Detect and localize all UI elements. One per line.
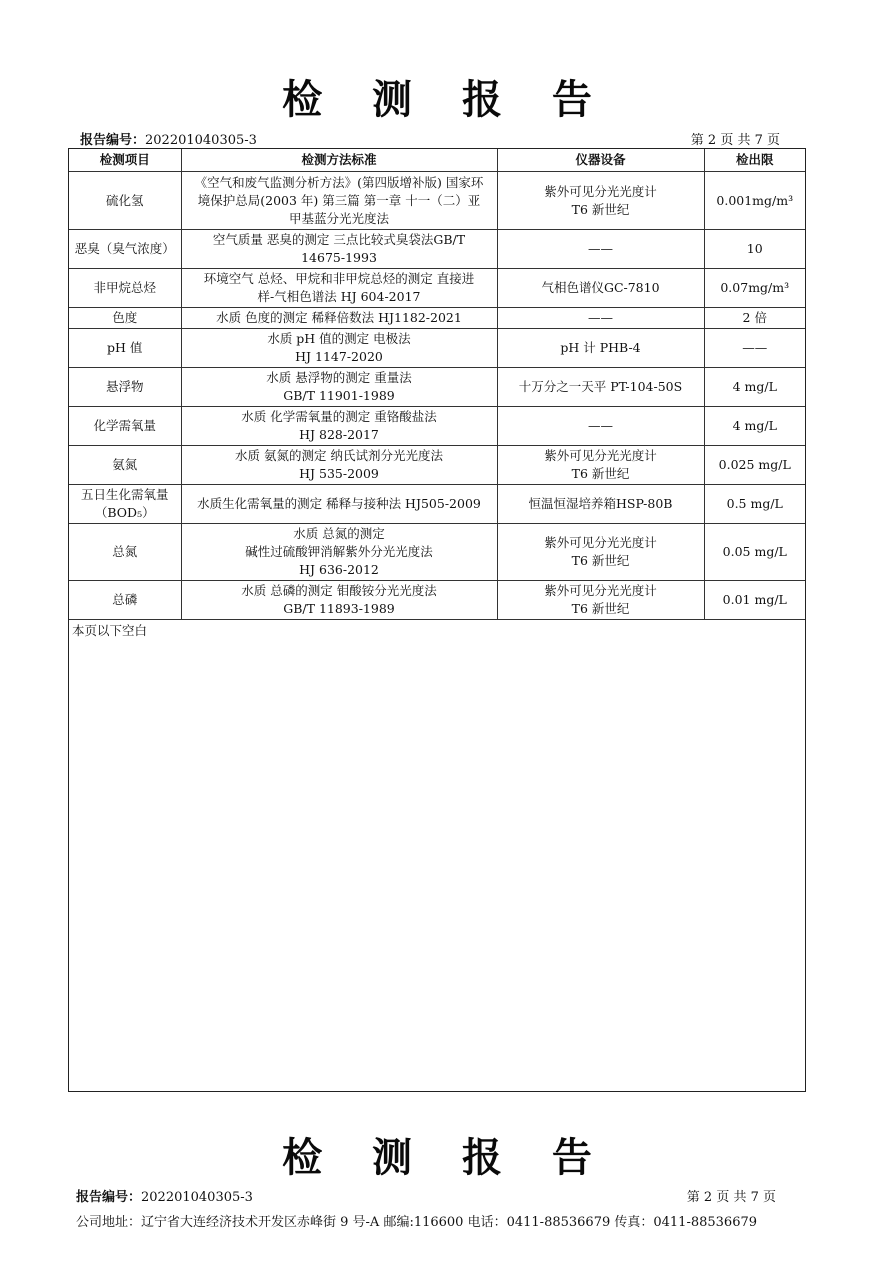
method-standard-line: 环境空气 总烃、甲烷和非甲烷总烃的测定 直接进	[203, 271, 475, 286]
method-standard-cell	[181, 308, 497, 329]
page-indicator: 第 2 页 共 7 页	[690, 133, 780, 148]
test-item-line: 氨氮	[112, 457, 138, 472]
table-row	[69, 407, 805, 446]
method-standard-line: 样-气相色谱法 HJ 604-2017	[257, 289, 421, 304]
method-standard-cell	[181, 407, 497, 446]
instrument-line: T6 新世纪	[571, 601, 630, 616]
column-header: 仪器设备	[497, 149, 704, 172]
test-item-line: 非甲烷总烃	[93, 280, 156, 295]
test-item-cell	[69, 485, 181, 524]
test-item-cell	[69, 368, 181, 407]
column-header: 检测项目	[69, 149, 181, 172]
test-item-line: 硫化氢	[105, 192, 144, 208]
method-standard-line: 碱性过硫酸钾消解紫外分光光度法	[245, 544, 433, 559]
instrument-line: 紫外可见分光光度计	[544, 583, 657, 598]
report-number-label: 报告编号：	[80, 133, 146, 148]
method-standard-cell	[181, 329, 497, 368]
instrument-line: 气相色谱仪GC-7810	[541, 280, 660, 295]
results-sheet	[68, 148, 806, 1092]
test-item-cell	[69, 524, 181, 581]
instrument-line: T6 新世纪	[571, 466, 630, 481]
method-standard-line: HJ 1147-2020	[295, 349, 383, 364]
method-standard-line: HJ 535-2009	[299, 466, 379, 481]
detection-limit-cell: 4 mg/L	[704, 368, 805, 407]
table-row	[69, 308, 805, 329]
method-standard-line: 水质生化需氧量的测定 稀释与接种法 HJ505-2009	[197, 496, 481, 511]
method-standard-line: HJ 828-2017	[299, 427, 379, 442]
table-row	[69, 581, 805, 620]
test-item-cell	[69, 329, 181, 368]
table-row	[69, 269, 805, 308]
column-header: 检出限	[704, 149, 805, 172]
test-item-cell	[69, 446, 181, 485]
method-standard-line: 水质 氨氮的测定 纳氏试剂分光光度法	[235, 448, 443, 463]
table-row	[69, 485, 805, 524]
instrument-cell	[497, 269, 704, 308]
test-item-line: 总磷	[112, 592, 138, 607]
instrument-cell	[497, 524, 704, 581]
instrument-cell	[497, 172, 704, 230]
method-standard-cell	[181, 581, 497, 620]
instrument-line: 紫外可见分光光度计	[544, 183, 657, 199]
instrument-cell	[497, 407, 704, 446]
test-item-cell	[69, 230, 181, 269]
test-item-line: （BOD₅）	[94, 505, 155, 520]
instrument-line: ——	[588, 418, 613, 433]
method-standard-cell	[181, 172, 497, 230]
instrument-cell	[497, 230, 704, 269]
instrument-line: T6 新世纪	[571, 201, 630, 217]
method-standard-line: GB/T 11893-1989	[283, 601, 395, 616]
detection-limit-cell: 2 倍	[704, 308, 805, 329]
instrument-cell	[497, 308, 704, 329]
detection-limit-cell: 10	[704, 230, 805, 269]
footer-report-number-label: 报告编号：	[76, 1190, 142, 1205]
instrument-line: 紫外可见分光光度计	[544, 535, 657, 550]
method-standard-cell	[181, 524, 497, 581]
method-standard-line: 14675-1993	[301, 250, 377, 265]
test-item-line: pH 值	[107, 340, 143, 355]
test-item-line: 恶臭（臭气浓度）	[74, 241, 175, 256]
test-item-line: 悬浮物	[105, 379, 144, 394]
instrument-cell	[497, 485, 704, 524]
test-item-line: 五日生化需氧量	[80, 487, 169, 502]
method-standard-line: 《空气和废气监测分析方法》(第四版增补版) 国家环	[194, 174, 484, 190]
instrument-line: 紫外可见分光光度计	[544, 448, 657, 463]
test-item-line: 总氮	[112, 544, 138, 559]
method-standard-line: 水质 悬浮物的测定 重量法	[266, 370, 412, 385]
report-number-value: 202201040305-3	[145, 133, 257, 148]
footer-report-number	[76, 1186, 253, 1205]
table-row	[69, 329, 805, 368]
footer-page-indicator: 第 2 页 共 7 页	[686, 1190, 776, 1205]
report-number	[80, 129, 257, 148]
instrument-line: T6 新世纪	[571, 553, 630, 568]
instrument-line: ——	[588, 310, 613, 325]
method-standard-cell	[181, 485, 497, 524]
detection-limit-cell: ——	[704, 329, 805, 368]
detection-limit-cell: 0.01 mg/L	[704, 581, 805, 620]
test-item-cell	[69, 308, 181, 329]
column-header: 检测方法标准	[181, 149, 497, 172]
table-row	[69, 368, 805, 407]
instrument-line: ——	[588, 241, 613, 256]
test-item-line: 化学需氧量	[93, 418, 156, 433]
test-item-cell	[69, 407, 181, 446]
instrument-cell	[497, 329, 704, 368]
method-standard-line: 水质 化学需氧量的测定 重铬酸盐法	[241, 409, 437, 424]
detection-limit-cell: 0.025 mg/L	[704, 446, 805, 485]
method-standard-cell	[181, 446, 497, 485]
table-row	[69, 230, 805, 269]
method-standard-line: 空气质量 恶臭的测定 三点比较式臭袋法GB/T	[212, 232, 466, 247]
method-standard-cell	[181, 368, 497, 407]
method-standard-line: 水质 总磷的测定 钼酸铵分光光度法	[241, 583, 437, 598]
test-item-cell	[69, 269, 181, 308]
instrument-cell	[497, 581, 704, 620]
footer-report-number-value: 202201040305-3	[141, 1190, 253, 1205]
company-address: 公司地址：辽宁省大连经济技术开发区赤峰街 9 号-A 邮编:116600 电话：0411-88536679 传真：0411-88536679	[76, 1215, 758, 1230]
blank-page-note: 本页以下空白	[72, 623, 148, 638]
instrument-cell	[497, 368, 704, 407]
method-standard-line: 甲基蓝分光光度法	[288, 210, 389, 226]
table-row	[69, 524, 805, 581]
method-standard-line: 水质 总氮的测定	[293, 526, 385, 541]
detection-limit-cell: 0.07mg/m³	[704, 269, 805, 308]
detection-limit-cell: 0.05 mg/L	[704, 524, 805, 581]
report-title: 检 测 报 告	[282, 77, 610, 123]
instrument-line: 十万分之一天平 PT-104-50S	[518, 379, 683, 394]
instrument-line: pH 计 PHB-4	[560, 340, 641, 355]
test-item-cell	[69, 172, 181, 230]
method-standard-line: HJ 636-2012	[299, 562, 379, 577]
table-header-row	[69, 149, 805, 172]
table-row	[69, 172, 805, 230]
detection-limit-cell: 0.5 mg/L	[704, 485, 805, 524]
test-item-cell	[69, 581, 181, 620]
detection-limit-cell: 4 mg/L	[704, 407, 805, 446]
method-standard-cell	[181, 269, 497, 308]
instrument-line: 恒温恒湿培养箱HSP-80B	[528, 496, 673, 511]
method-standard-line: 境保护总局(2003 年) 第三篇 第一章 十一（二）亚	[197, 192, 481, 208]
detection-limit-cell: 0.001mg/m³	[704, 172, 805, 230]
method-standard-line: GB/T 11901-1989	[283, 388, 395, 403]
instrument-cell	[497, 446, 704, 485]
method-standard-line: 水质 色度的测定 稀释倍数法 HJ1182-2021	[216, 310, 462, 325]
table-row	[69, 446, 805, 485]
test-item-line: 色度	[112, 310, 138, 325]
method-standard-cell	[181, 230, 497, 269]
results-table	[69, 149, 805, 620]
footer-report-title: 检 测 报 告	[282, 1135, 610, 1181]
method-standard-line: 水质 pH 值的测定 电极法	[267, 331, 411, 346]
